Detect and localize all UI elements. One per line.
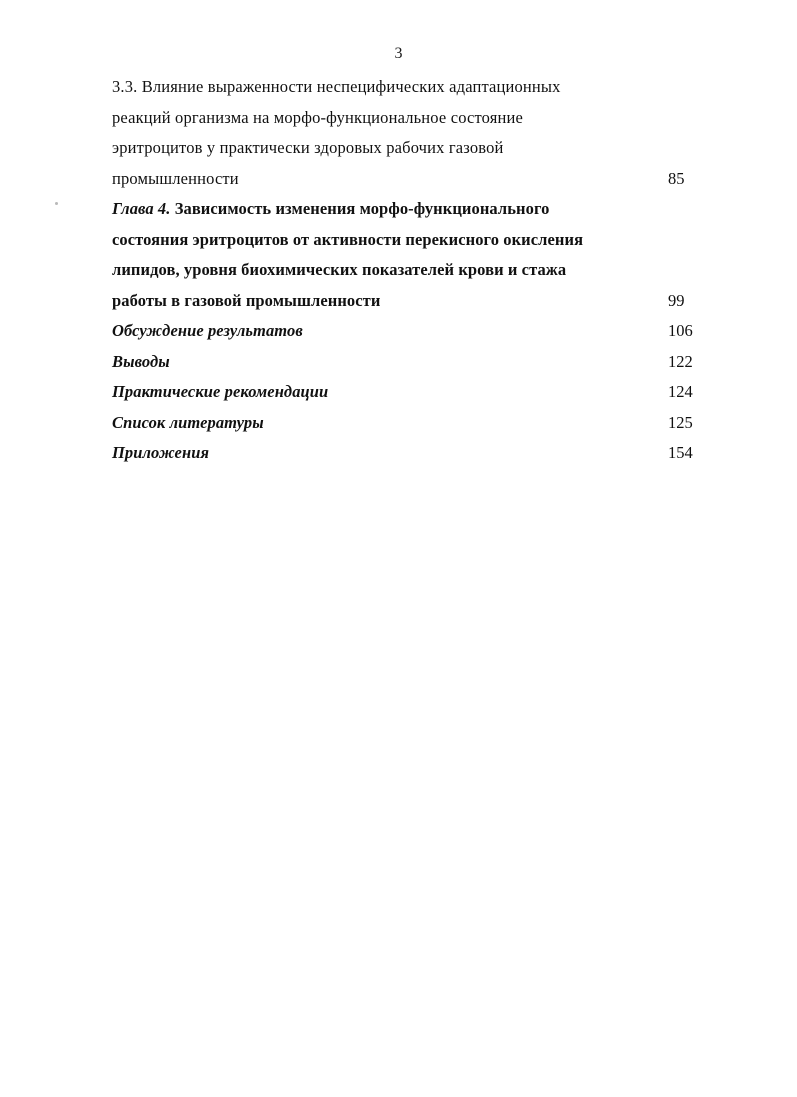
- page-number-header: 3: [394, 45, 403, 62]
- toc-entry[interactable]: [112, 377, 704, 408]
- toc-entry[interactable]: [112, 286, 704, 317]
- toc-entry-title: Обсуждение результатов: [112, 321, 303, 340]
- toc-entry[interactable]: [112, 347, 704, 378]
- toc-entry-title: [112, 199, 549, 218]
- toc-entry-chapter-label: Глава 4.: [112, 199, 171, 218]
- toc-entry-title: Список литературы: [112, 412, 264, 432]
- toc-entry-page-number: 85: [668, 168, 685, 188]
- toc-entry-title: 3.3. Влияние выраженности неспецифических адаптационных: [112, 77, 561, 96]
- toc-entry-page-number: 99: [668, 290, 685, 310]
- toc-entry-title: эритроцитов у практически здоровых рабочих газовой: [112, 138, 504, 157]
- toc-entry-title: Практические рекомендации: [112, 382, 329, 401]
- toc-entry[interactable]: [112, 103, 704, 134]
- toc-entry-chapter-title: Зависимость изменения морфо-функционального: [170, 199, 550, 218]
- toc-entry[interactable]: [112, 255, 704, 286]
- toc-entry-page-number: 124: [668, 382, 693, 401]
- toc-entry[interactable]: [112, 164, 704, 195]
- table-of-contents: [112, 72, 704, 469]
- toc-entry[interactable]: [112, 408, 704, 439]
- toc-entry-title: промышленности: [112, 168, 239, 188]
- toc-entry-title: липидов, уровня биохимических показателей крови и стажа: [112, 260, 567, 279]
- toc-entry-page-number: 106: [668, 321, 693, 340]
- toc-entry-title: работы в газовой промышленности: [112, 290, 381, 310]
- toc-entry[interactable]: [112, 133, 704, 164]
- toc-entry-title: Приложения: [112, 443, 210, 462]
- toc-entry-title: Выводы: [112, 351, 170, 371]
- toc-entry-page-number: 154: [668, 443, 693, 462]
- toc-entry[interactable]: [112, 316, 704, 347]
- toc-entry[interactable]: [112, 438, 704, 469]
- toc-entry-page-number: 122: [668, 351, 693, 371]
- scan-speck-artifact: [55, 202, 58, 205]
- toc-entry[interactable]: [112, 194, 704, 225]
- toc-entry[interactable]: [112, 225, 704, 256]
- toc-entry-title: реакций организма на морфо-функциональное состояние: [112, 107, 523, 127]
- toc-entry[interactable]: [112, 72, 704, 103]
- toc-entry-page-number: 125: [668, 412, 693, 432]
- toc-entry-title: состояния эритроцитов от активности перекисного окисления: [112, 229, 584, 249]
